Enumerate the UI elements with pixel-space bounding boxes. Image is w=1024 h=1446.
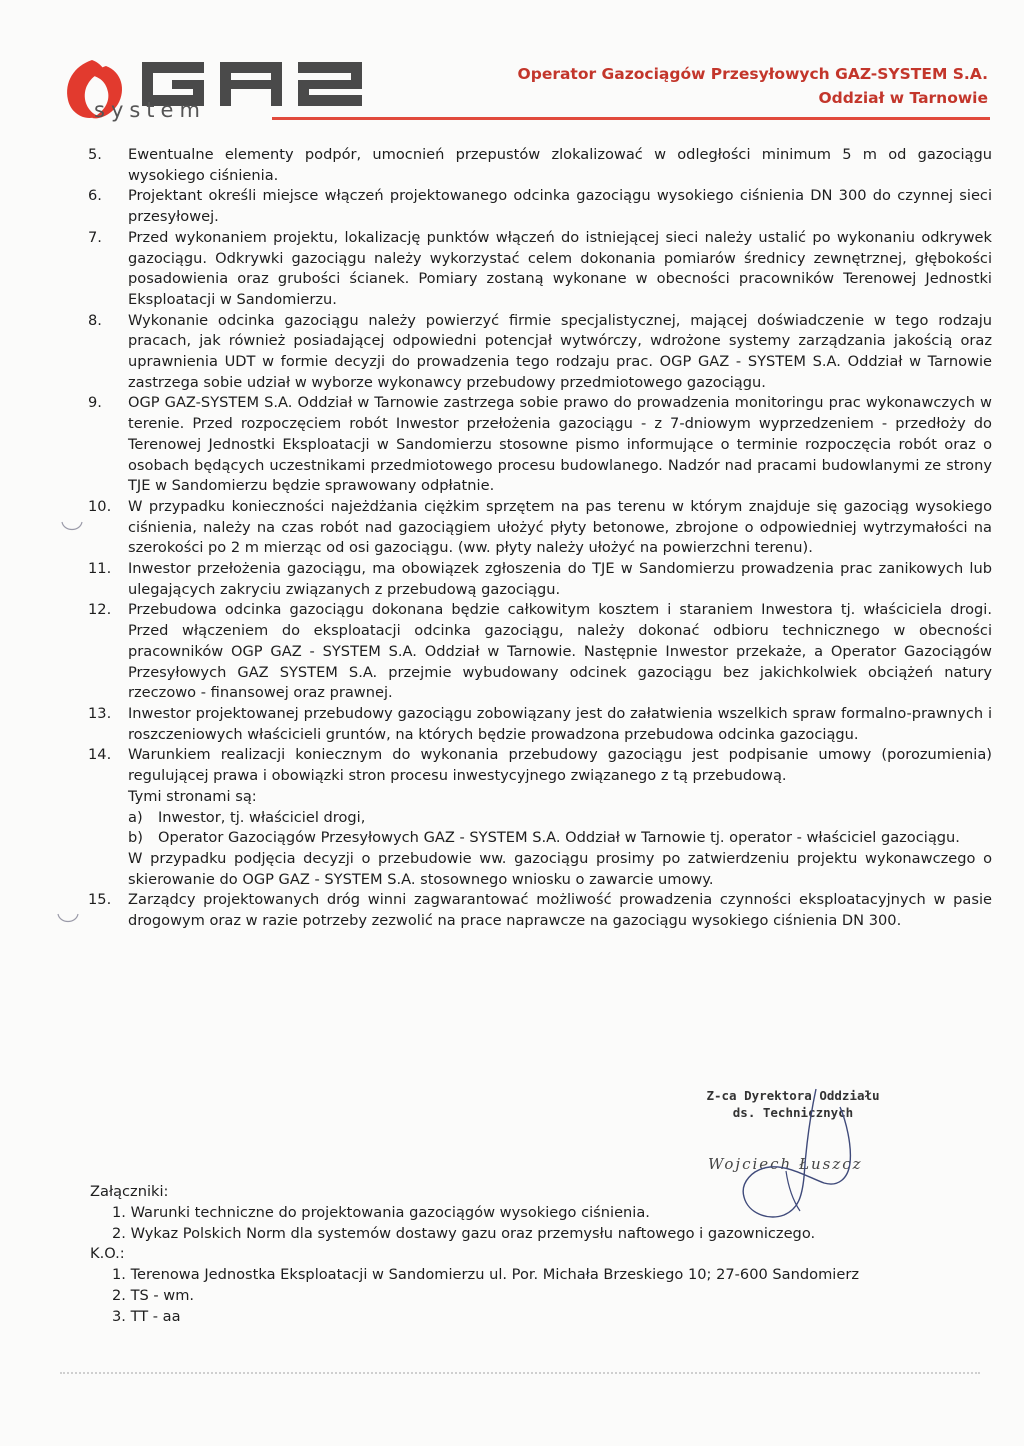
item-text: OGP GAZ-SYSTEM S.A. Oddział w Tarnowie zastrzega sobie prawo do prowadzenia monitoringu prac wykonawczych w terenie. Przed rozpoczęciem robót Inwestor przełożenia gazociągu - z 7-dniowym wyprzedzeniem - przedłoży do Terenowej Jednostki Eksploatacji w Sandomierzu stosowne pismo informujące o terminie rozpoczęcia robót oraz o osobach będących uczestnikami przedmiotowego procesu budowlanego. Nadzór nad pracami budowlanymi ze strony TJE w Sandomierzu będzie sprawowany odpłatnie.: [128, 394, 992, 495]
header-rule: [272, 117, 990, 120]
item-text: Wykonanie odcinka gazociągu należy powierzyć firmie specjalistycznej, mającej doświadczenie w tego rodzaju pracach, jak również posiadającej odpowiedni potencjał wytwórczy, wdrożone systemy zarządzania jakością oraz uprawnienia UDT w formie decyzji do prowadzenia tego rodzaju prac. OGP GAZ - SYSTEM S.A. Oddział w Tarnowie zastrzega sobie udział w wyborze wykonawcy przebudowy przedmiotowego gazociągu.: [128, 311, 992, 391]
logo-system-text: system: [94, 98, 206, 122]
punch-hole-icon: [56, 910, 80, 926]
list-item: [88, 704, 992, 745]
signature-name: Wojciech Łuszcz: [708, 1155, 863, 1173]
parties-intro: Tymi stronami są:: [128, 787, 257, 805]
item-text: Przed wykonaniem projektu, lokalizację punktów włączeń do istniejącej sieci należy ustalić po wykonaniu odkrywek gazociągu. Odkrywki gazociągu należy wykorzystać celem dokonania pomiarów średnicy zewnętrznej, głębokości posadowienia oraz grubości ścianek. Pomiary zostaną wykonane w obecności pracowników Terenowej Jednostki Eksploatacji w Sandomierzu.: [128, 228, 992, 308]
list-item: [88, 186, 992, 227]
item-text: Ewentualne elementy podpór, umocnień przepustów zlokalizować w odległości minimum 5 m od gazociągu wysokiego ciśnienia.: [128, 146, 992, 184]
item-text: Przebudowa odcinka gazociągu dokonana będzie całkowitym kosztem i staraniem Inwestora tj. właściciela drogi. Przed włączeniem do eksploatacji odcinka gazociągu, należy dokonać odbioru technicznego w obecności pracowników OGP GAZ - SYSTEM S.A. Oddział w Tarnowie. Następnie Inwestor przekaże, a Operator Gazociągów Przesyłowych GAZ SYSTEM S.A. przejmie wybudowany odcinek gazociągu bez jakichkolwiek obciążeń natury rzeczowo - finansowej oraz prawnej.: [128, 601, 992, 702]
company-header: [518, 62, 988, 110]
item-text: Inwestor przełożenia gazociągu, ma obowiązek zgłoszenia do TJE w Sandomierzu prowadzenia prac zanikowych lub ulegających zakryciu związanych z przebudową gazociągu.: [128, 560, 992, 598]
company-branch: Oddział w Tarnowie: [818, 89, 988, 107]
company-name: Operator Gazociągów Przesyłowych GAZ-SYSTEM S.A.: [517, 65, 988, 83]
attachments-heading: Załączniki:: [90, 1183, 169, 1200]
party-b-text: Operator Gazociągów Przesyłowych GAZ - SYSTEM S.A. Oddział w Tarnowie tj. operator - właściciel gazociągu.: [158, 829, 960, 847]
ko-heading: K.O.:: [90, 1245, 125, 1263]
item-number: 15.: [88, 891, 112, 909]
party-a-text: Inwestor, tj. właściciel drogi,: [158, 808, 366, 826]
document-body: [88, 145, 992, 932]
item-closing-text: W przypadku podjęcia decyzji o przebudowie ww. gazociągu prosimy po zatwierdzeniu projektu wykonawczego o skierowanie do OGP GAZ - SYSTEM S.A. stosownego wniosku o zawarcie umowy.: [128, 849, 992, 888]
ko-item: 3. TT - aa: [112, 1307, 181, 1325]
list-item: [88, 745, 992, 890]
party-a-label: a): [128, 808, 143, 826]
ko-item: 1. Terenowa Jednostka Eksploatacji w Sandomierzu ul. Por. Michała Brzeskiego 10; 27-600 Sandomierz: [112, 1266, 859, 1284]
list-item: [88, 145, 992, 186]
scan-dotted-line: [60, 1372, 980, 1376]
item-text: Inwestor projektowanej przebudowy gazociągu zobowiązany jest do załatwienia wszelkich spraw formalno-prawnych i roszczeniowych właścicieli gruntów, na których będzie prowadzona przebudowa odcinka gazociągu.: [128, 704, 992, 743]
item-number: 9.: [88, 394, 102, 412]
item-number: 12.: [88, 601, 112, 619]
item-text: W przypadku konieczności najeżdżania ciężkim sprzętem na pas terenu w którym znajduje się gazociąg wysokiego ciśnienia, należy na czas robót nad gazociągiem ułożyć płyty betonowe, zbrojone o odpowiedniej wytrzymałości na szerokości po 2 m mierząc od osi gazociągu. (ww. płyty należy ułożyć na powierzchni terenu).: [128, 497, 992, 557]
item-number: 11.: [88, 560, 112, 578]
party-b: [128, 828, 992, 849]
item-number: 14.: [88, 746, 112, 764]
list-item: [88, 311, 992, 394]
list-item: [88, 393, 992, 497]
list-item: [88, 600, 992, 704]
item-text: Projektant określi miejsce włączeń projektowanego odcinka gazociągu wysokiego ciśnienia DN 300 do czynnej sieci przesyłowej.: [128, 187, 992, 226]
item-text: Warunkiem realizacji koniecznym do wykonania przebudowy gazociągu jest podpisanie umowy (porozumienia) regulującej prawa i obowiązki stron procesu inwestycyjnego związanego z tą przebudową.: [128, 746, 992, 785]
item-text: Zarządcy projektowanych dróg winni zagwarantować możliwość prowadzenia czynności eksploatacyjnych w pasie drogowym oraz w razie potrzeby zezwolić na prace naprawcze na gazociągu wysokiego ciśnienia DN 300.: [128, 891, 992, 930]
punch-hole-icon: [60, 518, 84, 534]
item-number: 10.: [88, 497, 112, 515]
attachments-section: [90, 1182, 990, 1328]
list-item: [88, 497, 992, 559]
list-item: [88, 228, 992, 311]
ko-item: 2. TS - wm.: [112, 1286, 195, 1304]
signature-role: Z-ca Dyrektora Oddziału: [706, 1088, 880, 1103]
item-number: 5.: [88, 146, 102, 163]
attachment-item: 1. Warunki techniczne do projektowania gazociągów wysokiego ciśnienia.: [112, 1203, 650, 1221]
party-b-label: b): [128, 829, 143, 847]
signature-department: ds. Technicznych: [732, 1105, 854, 1120]
item-number: 6.: [88, 187, 102, 205]
item-number: 7.: [88, 228, 102, 246]
party-a: [128, 808, 992, 829]
item-number: 13.: [88, 704, 112, 722]
list-item: [88, 890, 992, 931]
list-item: [88, 559, 992, 600]
attachment-item: 2. Wykaz Polskich Norm dla systemów dostawy gazu oraz przemysłu naftowego i gazowniczego.: [112, 1224, 816, 1242]
item-number: 8.: [88, 311, 102, 329]
